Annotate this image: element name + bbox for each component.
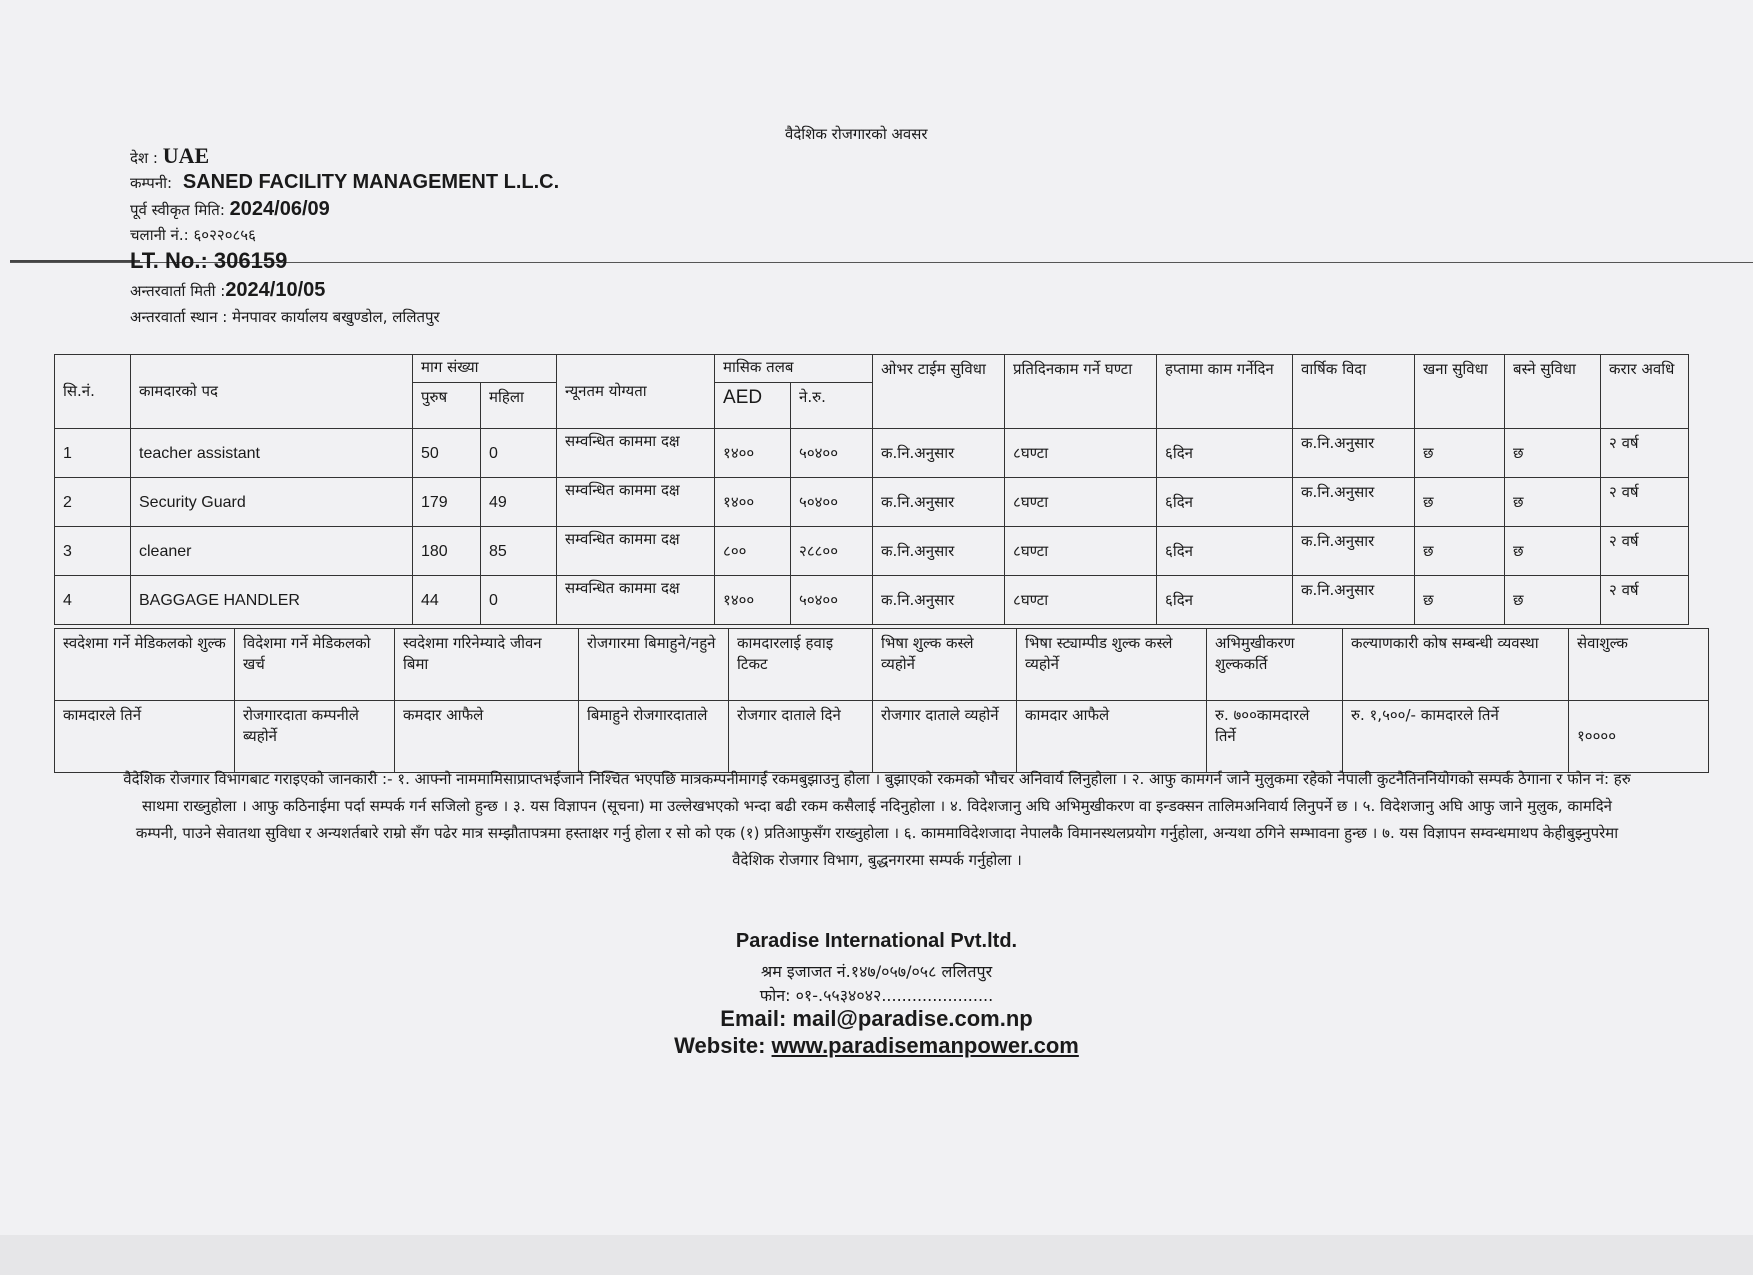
- costs-value-cell: १००००: [1569, 701, 1709, 773]
- header-male: पुरुष: [413, 383, 481, 429]
- website-link[interactable]: www.paradisemanpower.com: [771, 1033, 1079, 1058]
- cell-hours: ८घण्टा: [1005, 478, 1157, 527]
- costs-header-cell: अभिमुखीकरण शुल्ककर्ति: [1207, 629, 1343, 701]
- interview-date-label: अन्तरवार्ता मिती :: [130, 282, 226, 300]
- cell-leave: क.नि.अनुसार: [1293, 576, 1415, 625]
- cell-qualification: सम्वन्धित काममा दक्ष: [557, 576, 715, 625]
- cell-overtime: क.नि.अनुसार: [873, 478, 1005, 527]
- scan-margin: [0, 1235, 1753, 1275]
- costs-value-row: [55, 701, 1709, 773]
- company-line: [130, 171, 559, 194]
- cell-npr: २८८००: [791, 527, 873, 576]
- agency-email: Email: mail@paradise.com.np: [720, 1006, 1033, 1031]
- cell-qualification: सम्वन्धित काममा दक्ष: [557, 527, 715, 576]
- costs-value-cell: रोजगार दाताले व्यहोर्ने: [873, 701, 1017, 773]
- cell-accommodation: छ: [1505, 478, 1601, 527]
- cell-contract: २ वर्ष: [1601, 478, 1689, 527]
- cell-female: 85: [481, 527, 557, 576]
- cell-leave: क.नि.अनुसार: [1293, 478, 1415, 527]
- costs-header-cell: विदेशमा गर्ने मेडिकलको खर्च: [235, 629, 395, 701]
- cell-overtime: क.नि.अनुसार: [873, 527, 1005, 576]
- agency-name: Paradise International Pvt.ltd.: [735, 930, 1018, 952]
- header-weekly-days: हप्तामा काम गर्नेदिन: [1157, 355, 1293, 429]
- cell-sn: 3: [55, 527, 131, 576]
- cell-leave: क.नि.अनुसार: [1293, 527, 1415, 576]
- cell-days: ६दिन: [1157, 527, 1293, 576]
- dispatch-label: चलानी नं.:: [130, 226, 189, 244]
- lt-line: [130, 248, 287, 274]
- cell-aed: १४००: [715, 429, 791, 478]
- cell-aed: ८००: [715, 527, 791, 576]
- header-overtime: ओभर टाईम सुविधा: [873, 355, 1005, 429]
- cell-leave: क.नि.अनुसार: [1293, 429, 1415, 478]
- cell-sn: 2: [55, 478, 131, 527]
- costs-header-cell: भिषा शुल्क कस्ले व्यहोर्ने: [873, 629, 1017, 701]
- cell-contract: २ वर्ष: [1601, 429, 1689, 478]
- cell-food: छ: [1415, 527, 1505, 576]
- fold-line-mark: [10, 260, 140, 262]
- approval-line: [130, 198, 330, 221]
- interview-date-line: [130, 279, 325, 302]
- cell-position: cleaner: [131, 527, 413, 576]
- header-qualification: न्यूनतम योग्यता: [557, 355, 715, 429]
- interview-date: 2024/10/05: [225, 279, 326, 301]
- cell-female: 0: [481, 576, 557, 625]
- cell-aed: १४००: [715, 478, 791, 527]
- header-salary: मासिक तलब: [715, 355, 873, 383]
- agency-website-line: [0, 1033, 1753, 1059]
- jobs-table: [54, 354, 1689, 625]
- costs-header-cell: कल्याणकारी कोष सम्बन्धी व्यवस्था: [1343, 629, 1569, 701]
- cell-npr: ५०४००: [791, 429, 873, 478]
- cell-npr: ५०४००: [791, 478, 873, 527]
- header-female: महिला: [481, 383, 557, 429]
- cell-hours: ८घण्टा: [1005, 576, 1157, 625]
- cell-sn: 4: [55, 576, 131, 625]
- cell-days: ६दिन: [1157, 429, 1293, 478]
- costs-value-cell: कामदार आफैले: [1017, 701, 1207, 773]
- cell-male: 44: [413, 576, 481, 625]
- agency-phone: फोन: ०१-.५५३४०४२......................: [759, 986, 994, 1005]
- document-title: वैदेशिक रोजगारको अवसर: [785, 125, 928, 143]
- costs-value-cell: रोजगार दाताले दिने: [729, 701, 873, 773]
- cell-qualification: सम्वन्धित काममा दक्ष: [557, 429, 715, 478]
- cell-overtime: क.नि.अनुसार: [873, 576, 1005, 625]
- cell-food: छ: [1415, 429, 1505, 478]
- costs-value-cell: कामदारले तिर्ने: [55, 701, 235, 773]
- table-row: [55, 429, 1689, 478]
- costs-value-cell: रोजगारदाता कम्पनीले ब्यहोर्ने: [235, 701, 395, 773]
- company-value: SANED FACILITY MANAGEMENT L.L.C.: [182, 171, 560, 193]
- table-row: [55, 576, 1689, 625]
- costs-header-cell: कामदारलाई हवाइ टिकट: [729, 629, 873, 701]
- agency-license: श्रम इजाजत नं.१४७/०५७/०५८ ललितपुर: [760, 962, 993, 981]
- cell-position: Security Guard: [131, 478, 413, 527]
- cell-accommodation: छ: [1505, 576, 1601, 625]
- costs-value-cell: रु. ७००कामदारले तिर्ने: [1207, 701, 1343, 773]
- lt-number: 306159: [213, 248, 288, 273]
- header-food: खना सुविधा: [1415, 355, 1505, 429]
- header-demand: माग संख्या: [413, 355, 557, 383]
- cell-qualification: सम्वन्धित काममा दक्ष: [557, 478, 715, 527]
- dispatch-number: ६०२२०८५६: [193, 226, 256, 244]
- cell-female: 49: [481, 478, 557, 527]
- cell-overtime: क.नि.अनुसार: [873, 429, 1005, 478]
- cell-male: 180: [413, 527, 481, 576]
- cell-accommodation: छ: [1505, 527, 1601, 576]
- country-value: UAE: [162, 143, 210, 168]
- approval-label: पूर्व स्वीकृत मिति:: [130, 201, 225, 219]
- costs-header-cell: स्वदेशमा गर्ने मेडिकलको शुल्क: [55, 629, 235, 701]
- approval-date: 2024/06/09: [229, 198, 330, 220]
- cell-npr: ५०४००: [791, 576, 873, 625]
- header-daily-hours: प्रतिदिनकाम गर्ने घण्टा: [1005, 355, 1157, 429]
- cell-male: 179: [413, 478, 481, 527]
- table-row: [55, 527, 1689, 576]
- table-row: [55, 478, 1689, 527]
- header-accommodation: बस्ने सुविधा: [1505, 355, 1601, 429]
- interview-place: अन्तरवार्ता स्थान : मेनपावर कार्यालय बखुण्डोल, ललितपुर: [130, 308, 440, 326]
- cell-hours: ८घण्टा: [1005, 429, 1157, 478]
- cell-food: छ: [1415, 576, 1505, 625]
- country-line: [130, 143, 209, 169]
- header-annual-leave: वार्षिक विदा: [1293, 355, 1415, 429]
- cell-contract: २ वर्ष: [1601, 576, 1689, 625]
- header-position: कामदारको पद: [131, 355, 413, 429]
- dispatch-line: [130, 225, 256, 245]
- cell-position: BAGGAGE HANDLER: [131, 576, 413, 625]
- cell-accommodation: छ: [1505, 429, 1601, 478]
- cell-days: ६दिन: [1157, 576, 1293, 625]
- cell-female: 0: [481, 429, 557, 478]
- costs-value-cell: कमदार आफैले: [395, 701, 579, 773]
- website-label: Website:: [674, 1033, 772, 1058]
- cell-male: 50: [413, 429, 481, 478]
- cell-hours: ८घण्टा: [1005, 527, 1157, 576]
- cell-food: छ: [1415, 478, 1505, 527]
- notice-paragraph: वैदेशिक रोजगार विभागबाट गराइएको जानकारी :- १. आफ्नो नाममामिसाप्राप्तभईजाने निश्चित भएपछि मात्रकम्पनीमागई रकमबुझाउनु होला । बुझाएको रकमको भौचर अनिवार्य लिनुहोला । २. आफु कामगर्न जाने मुलुकमा रहेको नेपाली कुटनैतिननियोगको सम्पर्क ठेगाना र फोन नं: हरु साथमा राख्नुहोला । आफु कठिनाईमा पर्दा सम्पर्क गर्न सजिलो हुन्छ । ३. यस विज्ञापन (सूचना) मा उल्लेखभएको भन्दा बढी रकम कसैलाई नदिनुहोला । ४. विदेशजानु अघि अभिमुखीकरण वा इन्डक्सन तालिमअनिवार्य लिनुपर्ने छ । ५. विदेशजानु अघि आफु जाने मुलुक, कामदिने कम्पनी, पाउने सेवातथा सुविधा र अन्यशर्तबारे राम्रो सँग पढेर मात्र सम्झौतापत्रमा हस्ताक्षर गर्नु होला र सो को एक (१) प्रतिआफुसँग राख्नुहोला । ६. काममाविदेशजादा नेपालकै विमानस्थलप्रयोग गर्नुहोला, अन्यथा ठगिने सम्भावना हुन्छ । ७. यस विज्ञापन सम्वन्धमाथप केहीबुझ्नुपरेमा वैदेशिक रोजगार विभाग, बुद्धनगरमा सम्पर्क गर्नुहोला ।: [123, 770, 1631, 869]
- costs-header-cell: स्वदेशमा गरिनेम्यादे जीवन बिमा: [395, 629, 579, 701]
- cell-position: teacher assistant: [131, 429, 413, 478]
- costs-header-cell: रोजगारमा बिमाहुने/नहुने: [579, 629, 729, 701]
- cell-days: ६दिन: [1157, 478, 1293, 527]
- costs-header-cell: भिषा स्ट्याम्पीड शुल्क कस्ले व्यहोर्ने: [1017, 629, 1207, 701]
- company-label: कम्पनी:: [130, 174, 173, 192]
- costs-header-row: [55, 629, 1709, 701]
- cell-contract: २ वर्ष: [1601, 527, 1689, 576]
- cell-aed: १४००: [715, 576, 791, 625]
- lt-label: LT. No.:: [130, 248, 208, 273]
- costs-value-cell: रु. १,५००/- कामदारले तिर्ने: [1343, 701, 1569, 773]
- costs-value-cell: बिमाहुने रोजगारदाताले: [579, 701, 729, 773]
- header-npr: ने.रु.: [791, 383, 873, 429]
- header-contract: करार अवधि: [1601, 355, 1689, 429]
- header-sn: सि.नं.: [55, 355, 131, 429]
- cell-sn: 1: [55, 429, 131, 478]
- costs-header-cell: सेवाशुल्क: [1569, 629, 1709, 701]
- costs-table: [54, 628, 1709, 773]
- header-aed: AED: [715, 383, 791, 429]
- country-label: देश :: [130, 149, 158, 167]
- table-header-row: [55, 355, 1689, 383]
